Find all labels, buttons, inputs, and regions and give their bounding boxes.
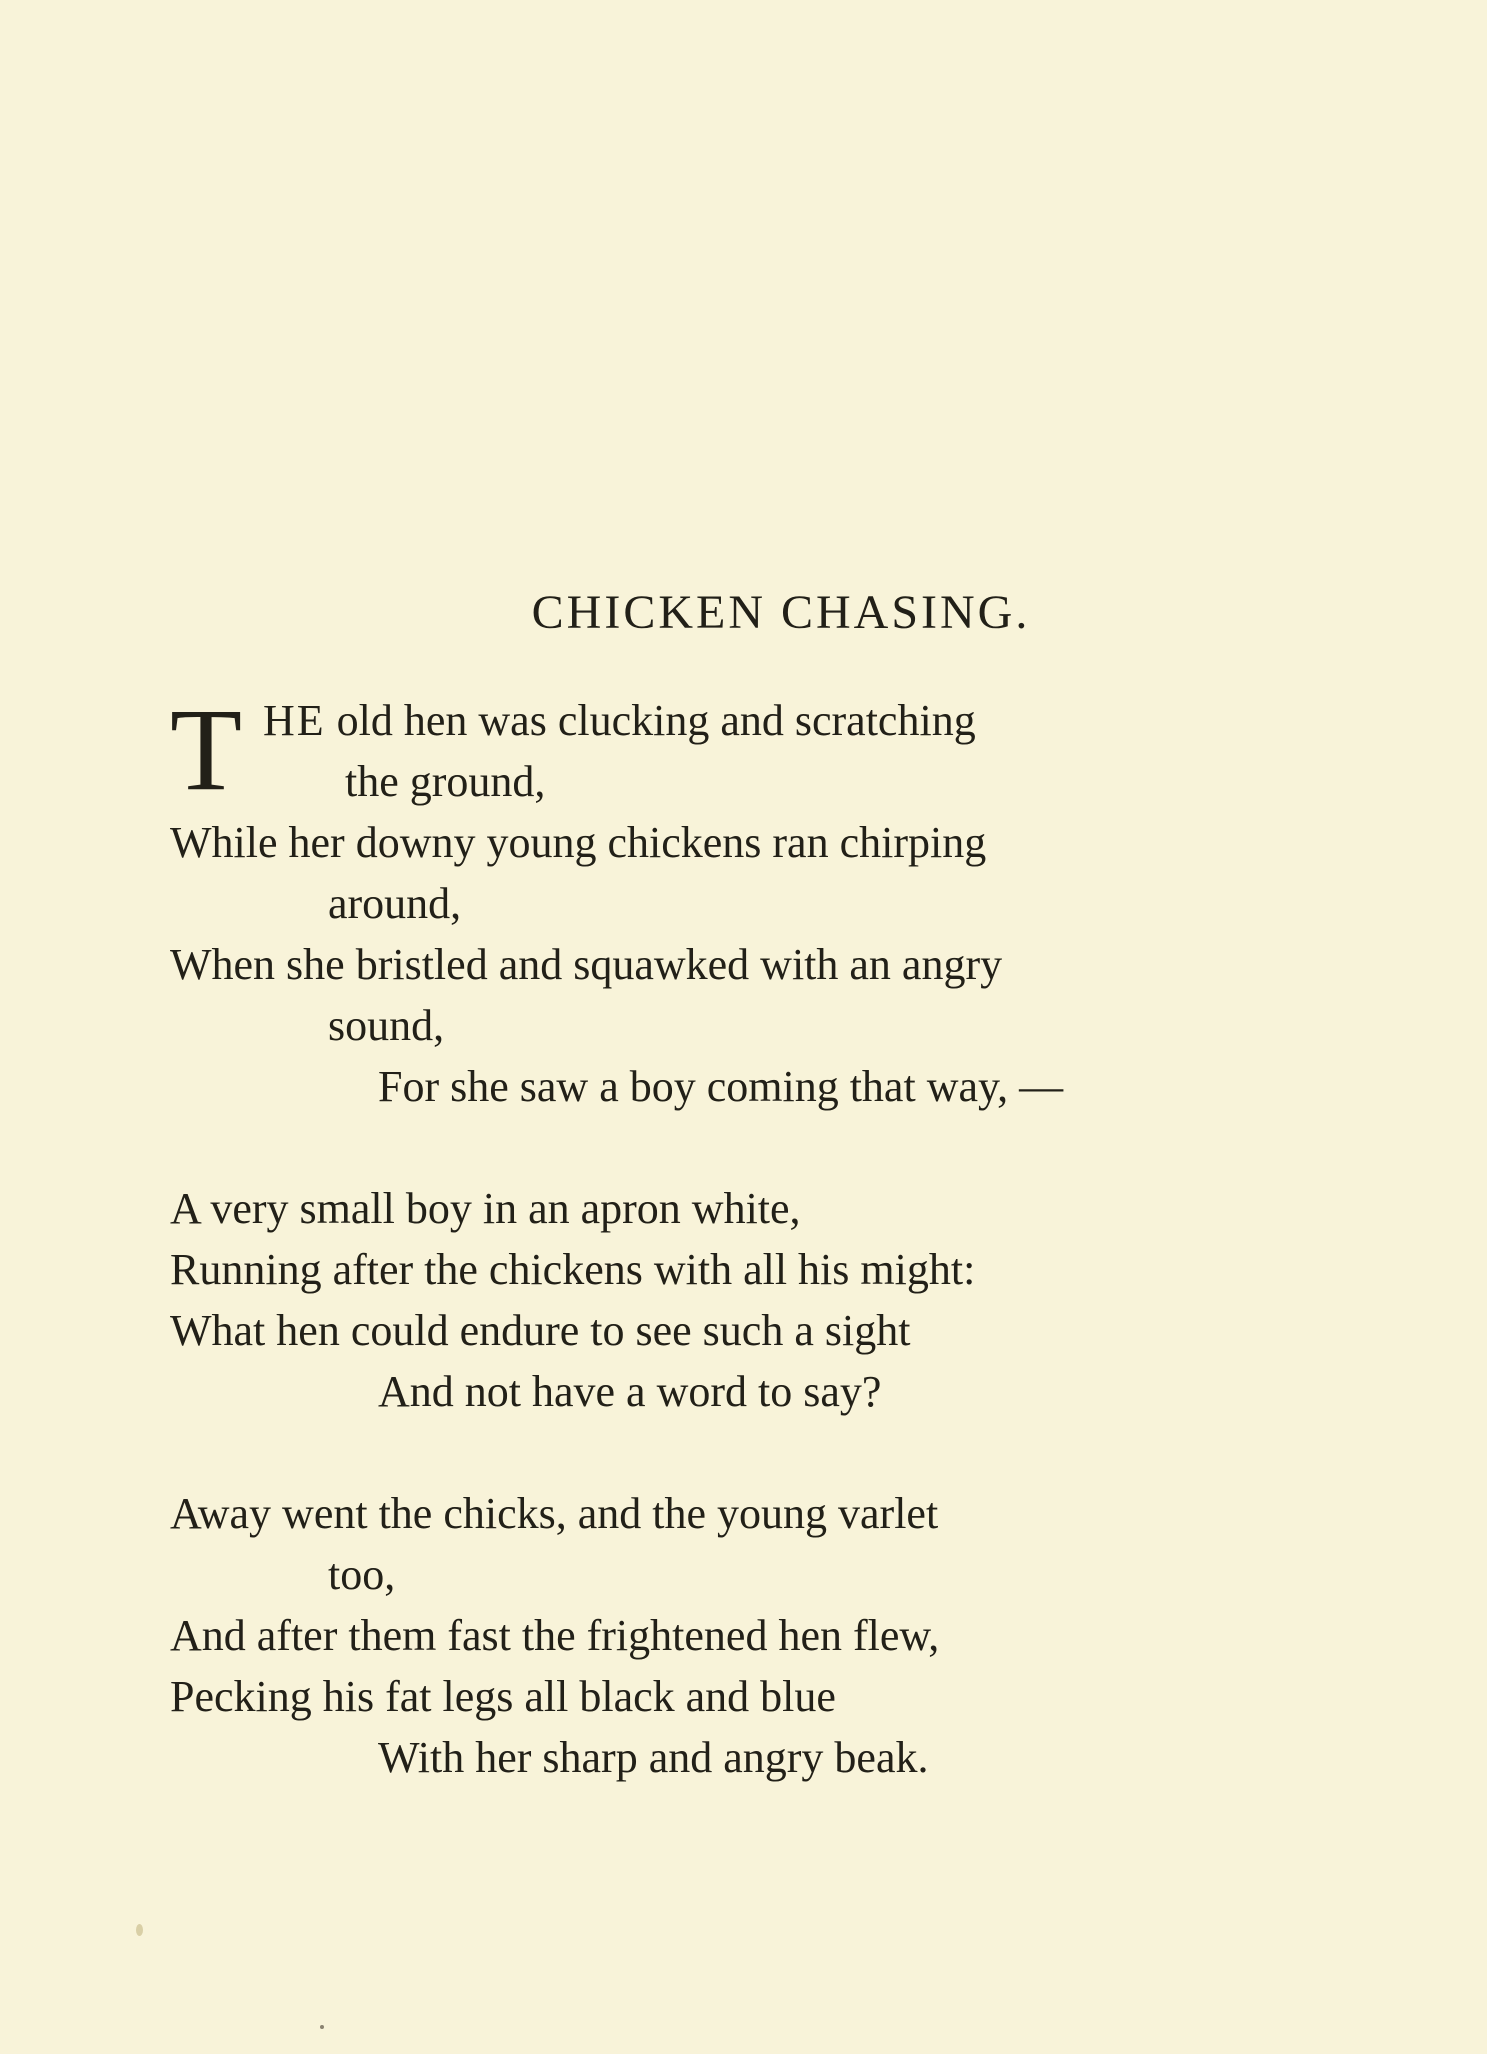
poem-line-text: old hen was clucking and scratching bbox=[325, 696, 976, 745]
poem-line: For she saw a boy coming that way, — bbox=[378, 1062, 1064, 1111]
stanza-break bbox=[170, 1422, 1260, 1483]
poem-body bbox=[170, 684, 1260, 1788]
poem-line: the ground, bbox=[345, 757, 546, 806]
stanza-2 bbox=[170, 1178, 1260, 1422]
poem-line: And after them fast the frightened hen flew, bbox=[170, 1611, 940, 1660]
poem-line: What hen could endure to see such a sight bbox=[170, 1306, 911, 1355]
paper-speck bbox=[136, 1924, 143, 1936]
poem-line: When she bristled and squawked with an angry bbox=[170, 940, 1003, 989]
poem-line: Away went the chicks, and the young varlet bbox=[170, 1489, 939, 1538]
poem-line: sound, bbox=[328, 1001, 445, 1050]
poem-line: Running after the chickens with all his might: bbox=[170, 1245, 976, 1294]
poem-line: With her sharp and angry beak. bbox=[378, 1733, 929, 1782]
stanza-1 bbox=[170, 684, 1260, 1117]
poem-line: around, bbox=[328, 879, 462, 928]
first-word-caps: HE bbox=[263, 696, 326, 745]
poem-line bbox=[170, 690, 1260, 751]
stanza-break bbox=[170, 1117, 1260, 1178]
stanza-3 bbox=[170, 1483, 1260, 1788]
poem-line: While her downy young chickens ran chirping bbox=[170, 818, 987, 867]
poem-line: Pecking his fat legs all black and blue bbox=[170, 1672, 836, 1721]
drop-cap: T bbox=[170, 684, 243, 815]
poem-line: And not have a word to say? bbox=[378, 1367, 882, 1416]
poem-line: too, bbox=[328, 1550, 396, 1599]
poem-title: CHICKEN CHASING. bbox=[531, 586, 1031, 639]
poem-line: A very small boy in an apron white, bbox=[170, 1184, 801, 1233]
paper-speck bbox=[320, 2025, 324, 2029]
